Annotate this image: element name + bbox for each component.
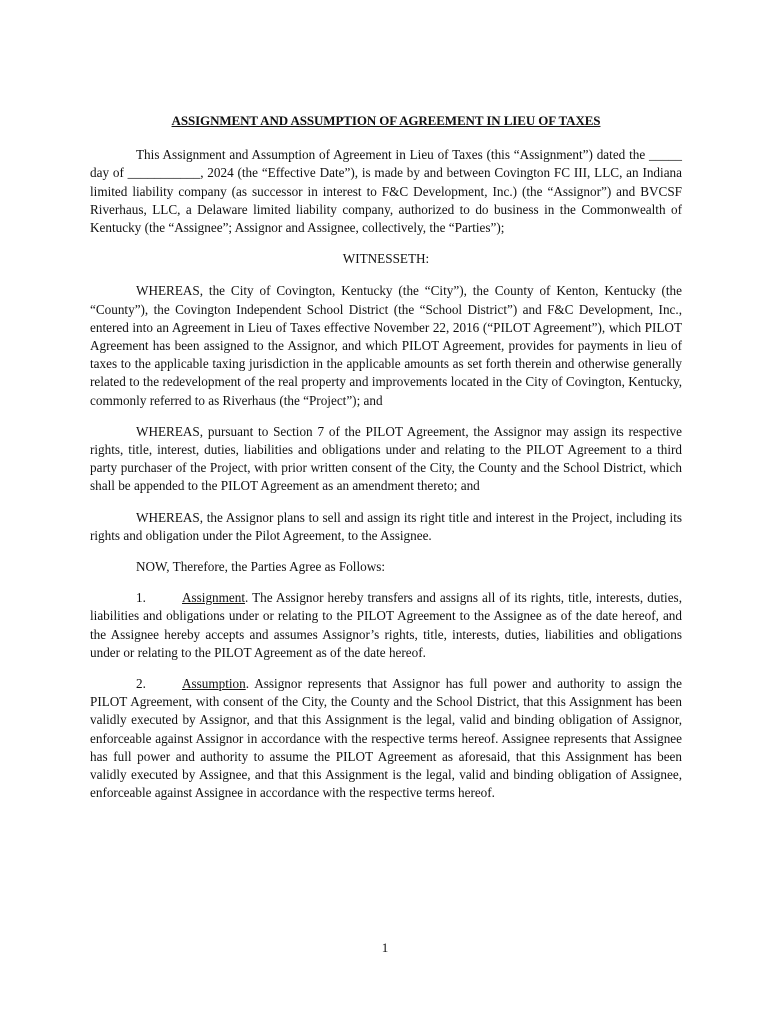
section-2-number: 2. (136, 676, 146, 692)
section-1-text: . The Assignor hereby transfers and assigns all of its rights, title, interests, duties, liabilities and obligations under or relating to the PILOT Agreement to the Assignee as of the date hereof, and the Assignee hereby accepts and assumes Assignor’s rights, title, interests, duties, liabilities and obligations under or relating to the PILOT Agreement as of the date hereof. (90, 590, 682, 660)
section-2-heading: Assumption (182, 676, 246, 692)
whereas-paragraph-1: WHEREAS, the City of Covington, Kentucky (the “City”), the County of Kenton, Kentucky (the “County”), the Covington Independent School District (the “School District”) and F&C Development, Inc., entered into an Agreement in Lieu of Taxes effective November 22, 2016 (“PILOT Agreement”), which PILOT Agreement has been assigned to the Assignor, and which PILOT Agreement, provides for payments in lieu of taxes to the applicable taxing jurisdiction in the applicable amounts as set forth therein and otherwise generally related to the redevelopment of the real property and improvements located in the City of Covington, Kentucky, commonly referred to as Riverhaus (the “Project”); and (90, 283, 682, 408)
document-title: ASSIGNMENT AND ASSUMPTION OF AGREEMENT IN LIEU OF TAXES (171, 113, 601, 128)
section-1-heading: Assignment (182, 590, 246, 606)
whereas-paragraph-3: WHEREAS, the Assignor plans to sell and assign its right title and interest in the Project, including its rights and obligation under the Pilot Agreement, to the Assignee. (90, 509, 682, 543)
witnesseth-heading: WITNESSETH: (342, 251, 430, 267)
whereas-paragraph-2: WHEREAS, pursuant to Section 7 of the PILOT Agreement, the Assignor may assign its respective rights, title, interest, duties, liabilities and obligations under and relating to the PILOT Agreement to a third party purchaser of the Project, with prior written consent of the City, the County and the School District, which shall be appended to the PILOT Agreement as an amendment thereto; and (90, 423, 682, 494)
now-therefore-paragraph: NOW, Therefore, the Parties Agree as Follows: (136, 559, 386, 575)
section-2-text: . Assignor represents that Assignor has full power and authority to assign the PILOT Agreement, with consent of the City, the County and the School District, that this Assignment has been validly executed by Assignor, and that this Assignment is the legal, valid and binding obligation of Assignor, enforceable against Assignor in accordance with the respective terms hereof. Assignee represents that Assignee has full power and authority to assume the PILOT Agreement as aforesaid, that this Assignment has been validly executed by Assignee, and that this Assignment is the legal, valid and binding obligation of Assignee, enforceable against Assignee in accordance with the respective terms hereof. (90, 676, 682, 801)
section-1-number: 1. (136, 590, 146, 606)
section-2-paragraph (90, 675, 682, 802)
page-number: 1 (381, 940, 389, 955)
section-1-paragraph (90, 589, 682, 662)
document-page (90, 112, 682, 816)
intro-paragraph: This Assignment and Assumption of Agreement in Lieu of Taxes (this “Assignment”) dated the _____ day of ___________, 2024 (the “Effective Date”), is made by and between Covington FC III, LLC, an Indiana limited liability company (as successor in interest to F&C Development, Inc.) (the “Assignor”) and BVCSF Riverhaus, LLC, a Delaware limited liability company, authorized to do business in the Commonwealth of Kentucky (the “Assignee”; Assignor and Assignee, collectively, the “Parties”); (90, 147, 682, 236)
